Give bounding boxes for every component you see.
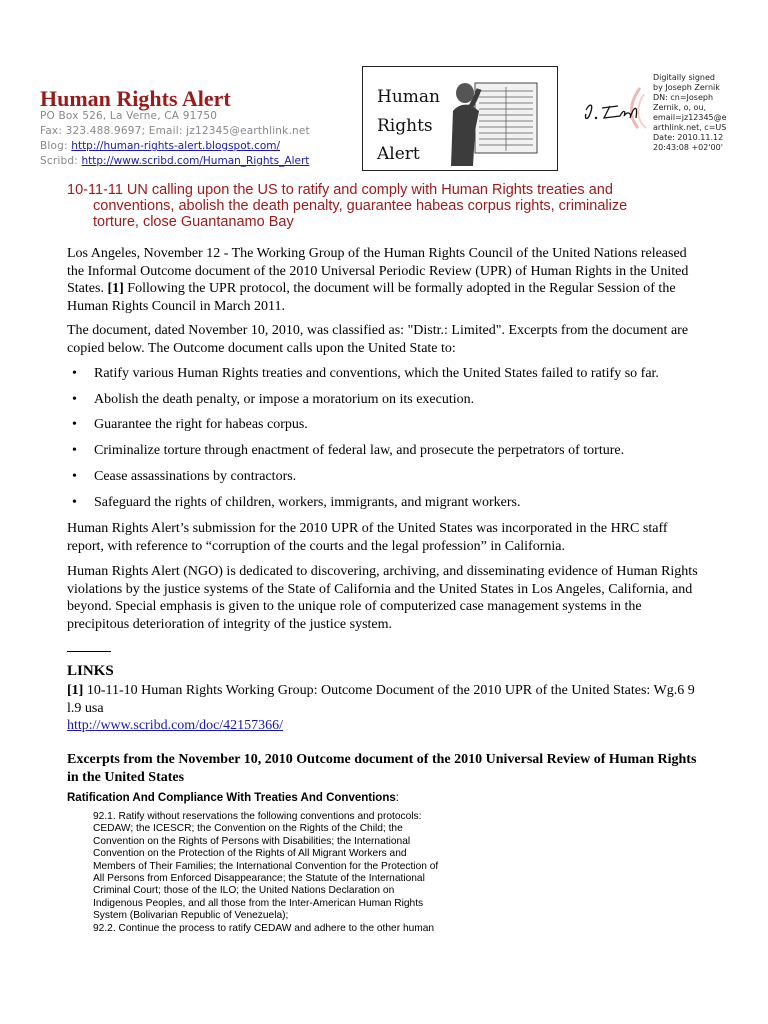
org-address: PO Box 526, La Verne, CA 91750 — [40, 110, 218, 122]
handwritten-signature — [580, 84, 652, 130]
headline — [67, 182, 687, 230]
scribd-label: Scribd: — [40, 155, 78, 167]
headline-line-2: conventions, abolish the death penalty, guarantee habeas corpus rights, criminalize — [93, 198, 628, 214]
blog-label: Blog: — [40, 140, 68, 152]
bullet-marker: • — [72, 366, 77, 381]
paragraph-submission: Human Rights Alert’s submission for the 2010 UPR of the United States was incorporated in the HRC staff report, with reference to “corruption of the courts and the legal profession” in California. — [67, 521, 668, 554]
link-entry — [67, 682, 707, 735]
logo-word-2: Rights — [377, 116, 433, 136]
excerpt-quote: 92.1. Ratify without reservations the following conventions and protocols: CEDAW; the ICESCR; the Convention on the Rights of the Child; the Convention on the Rights of Persons with Disabilities; the International Convention on the Protection of the Rights of All Migrant Workers and Members of Their Families; the International Convention for the Protection of All Persons from Enforced Disappearance; the Statute of the International Criminal Court; those of the ILO; the United Nations Declaration on Indigenous Peoples, and all those from the Inter-American Human Rights System (Bolivarian Republic of Venezuela); 92.2. Continue the process to ratify CEDAW and adhere to the other human — [93, 811, 439, 934]
link-ref: [1] — [67, 683, 84, 698]
org-blog — [40, 140, 280, 152]
paragraph-document: The document, dated November 10, 2010, was classified as: "Distr.: Limited". Excerpts from the document are copied below. The Outcome document calls upon the United State to: — [67, 323, 689, 356]
paragraph-intro — [67, 245, 707, 315]
blog-link[interactable]: http://human-rights-alert.blogspot.com/ — [71, 140, 281, 152]
headline-line-1: 10-11-11 UN calling upon the US to ratify and comply with Human Rights treaties and — [67, 182, 613, 198]
logo-word-3: Alert — [377, 144, 420, 164]
bullet-marker: • — [72, 495, 77, 510]
logo-photo-illustration — [445, 71, 553, 166]
bullet-marker: • — [72, 443, 77, 458]
scribd-doc-link[interactable]: http://www.scribd.com/doc/42157366/ — [67, 718, 284, 733]
links-heading: LINKS — [67, 663, 114, 679]
scribd-link[interactable]: http://www.scribd.com/Human_Rights_Alert — [81, 155, 310, 167]
org-name: Human Rights Alert — [40, 86, 231, 111]
digital-signature-text: Digitally signed by Joseph Zernik DN: cn=Joseph Zernik, o, ou, email=jz12345@e arthlink.net, c=US Date: 2010.11.12 20:43:08 +02'00' — [653, 73, 727, 152]
bullet-marker: • — [72, 417, 77, 432]
paragraph-mission: Human Rights Alert (NGO) is dedicated to discovering, archiving, and disseminating evidence of Human Rights violations by the justice systems of the State of California and the United States in Los Angeles, California, and beyond. Special emphasis is given to the unique role of computerized case management systems in the precipitous deterioration of integrity of the justice system. — [67, 564, 698, 632]
bullet-marker: • — [72, 469, 77, 484]
divider — [67, 651, 111, 652]
section-subheading: Ratification And Compliance With Treaties And Conventions: — [67, 792, 399, 804]
bullet-marker: • — [72, 392, 77, 407]
logo — [362, 66, 558, 171]
reference-marker: [1] — [107, 281, 124, 296]
link-description: 10-11-10 Human Rights Working Group: Outcome Document of the 2010 UPR of the United States: Wg.6 9 l.9 usa — [67, 683, 695, 716]
paragraph-intro-a: Los Angeles, November 12 - The Working Group of the Human Rights Council of the United Nations released the Informal Outcome document of the 2010 Universal Periodic Review (UPR) of Human Rights in the United States. — [67, 246, 689, 296]
excerpts-heading: Excerpts from the November 10, 2010 Outcome document of the 2010 Universal Review of Human Rights in the United States — [67, 752, 697, 785]
headline-line-3: torture, close Guantanamo Bay — [93, 214, 294, 230]
logo-word-1: Human — [377, 87, 440, 107]
org-fax-email: Fax: 323.488.9697; Email: jz12345@earthlink.net — [40, 125, 310, 137]
paragraph-intro-b: Following the UPR protocol, the document will be formally adopted in the Regular Session of the Human Rights Council in March 2011. — [67, 281, 676, 314]
org-scribd — [40, 155, 309, 167]
